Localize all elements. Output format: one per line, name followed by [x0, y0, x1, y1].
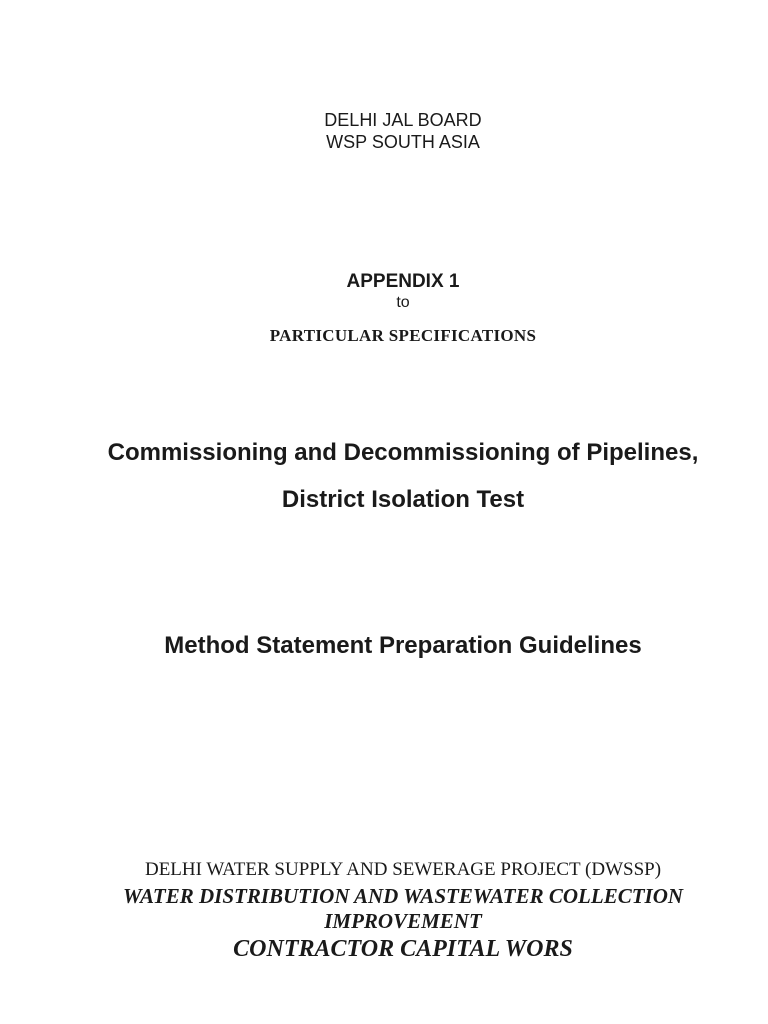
appendix-subtitle: PARTICULAR SPECIFICATIONS	[269, 326, 537, 345]
document-header	[39, 109, 767, 153]
document-subtitle: Method Statement Preparation Guidelines	[164, 632, 642, 659]
project-name: DELHI WATER SUPPLY AND SEWERAGE PROJECT (DWSSP)	[144, 859, 662, 880]
document-content	[39, 0, 767, 1024]
appendix-title: APPENDIX 1	[346, 271, 460, 292]
document-title-line2: District Isolation Test	[281, 486, 525, 513]
document-title-line1: Commissioning and Decommissioning of Pipelines,	[107, 439, 699, 466]
document-title	[39, 429, 767, 523]
program-name-line2: IMPROVEMENT	[324, 909, 482, 933]
organization-subname: WSP SOUTH ASIA	[326, 132, 480, 152]
organization-name: DELHI JAL BOARD	[324, 110, 482, 130]
program-name-line1: WATER DISTRIBUTION AND WASTEWATER COLLECTION	[122, 884, 684, 908]
appendix-connector: to	[396, 294, 410, 311]
project-footer	[39, 856, 767, 963]
contract-title: CONTRACTOR CAPITAL WORS	[233, 936, 573, 962]
